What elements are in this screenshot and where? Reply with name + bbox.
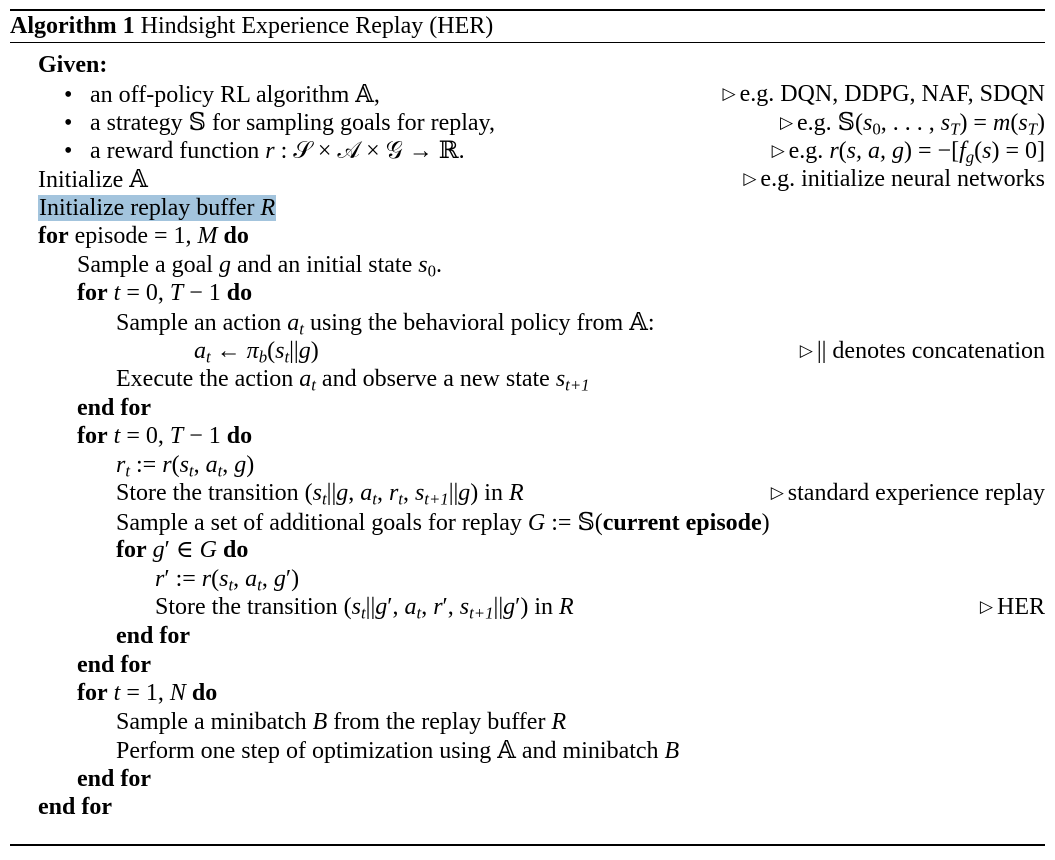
algorithm-line <box>10 194 1045 223</box>
algorithm-line <box>10 251 1045 280</box>
algorithm-line <box>10 308 1045 337</box>
algorithm-line <box>10 222 1045 251</box>
algorithm-caption <box>10 12 493 40</box>
line-text: • a reward function r : 𝒮 × 𝒜 × 𝒢 → ℝ. <box>64 137 465 164</box>
bottom-rule <box>10 844 1045 846</box>
comment-triangle-icon: ▷ <box>770 483 784 503</box>
comment-triangle-icon: ▷ <box>779 113 794 133</box>
line-text: • an off-policy RL algorithm 𝔸, <box>64 79 380 108</box>
algorithm-line <box>10 708 1045 737</box>
algorithm-line <box>10 51 1045 80</box>
caption-rule <box>10 42 1045 43</box>
line-text: for episode = 1, M do <box>38 223 249 250</box>
line-comment: ▷ e.g. DQN, DDPG, NAF, SDQN <box>722 80 1045 107</box>
line-text: • a strategy 𝕊 for sampling goals for replay, <box>64 108 495 137</box>
line-text: Sample a set of additional goals for replay G := 𝕊(current episode) <box>116 507 770 536</box>
line-text: end for <box>77 651 151 678</box>
algorithm-block <box>10 9 1045 846</box>
line-comment: ▷ e.g. r(s, a, $g) = -[f_g(s) = 0]$ <box>771 137 1045 167</box>
line-text: for g′ ∈ G do <box>116 537 249 564</box>
line-comment: ▷ e.g. $𝕊(s_0$, . . . , $s_T) = m(s_T)$ <box>779 108 1045 139</box>
line-comment: ▷ || denotes concatenation <box>799 337 1045 364</box>
line-comment: ▷ standard experience replay <box>770 480 1045 507</box>
comment-triangle-icon: ▷ <box>799 340 813 360</box>
algorithm-line <box>10 793 1045 822</box>
algorithm-label: Algorithm 1 <box>10 13 135 39</box>
algorithm-line <box>10 394 1045 423</box>
algorithm-line <box>10 622 1045 651</box>
comment-triangle-icon: ▷ <box>743 169 757 189</box>
line-comment: ▷ HER <box>979 594 1045 621</box>
algorithm-line <box>10 451 1045 480</box>
algorithm-line <box>10 479 1045 508</box>
line-text: Execute the action $a_t$ and observe a new state $s_{t+1}$ <box>116 366 590 395</box>
algorithm-line <box>10 137 1045 166</box>
line-text: $r_t$ := $r(s_t$, $a_t$, g) <box>116 451 255 481</box>
algorithm-line <box>10 108 1045 137</box>
top-rule <box>10 9 1045 11</box>
comment-triangle-icon: ▷ <box>979 597 993 617</box>
algorithm-line <box>10 80 1045 109</box>
algorithm-line <box>10 279 1045 308</box>
line-text: $a_t$ ← $\pi_b(s_t||g)$ <box>194 337 319 367</box>
algorithm-line <box>10 536 1045 565</box>
comment-triangle-icon: ▷ <box>771 140 785 160</box>
line-text: for t = 1, N do <box>77 680 218 707</box>
algorithm-title: Hindsight Experience Replay (HER) <box>140 13 494 39</box>
algorithm-line <box>10 165 1045 194</box>
line-text: Perform one step of optimization using 𝔸 and minibatch B <box>116 736 680 765</box>
line-text: Store the transition ($s_t||g$, $a_t$, $r_t$, $s_{t+1}||g$) in R <box>116 480 524 509</box>
algorithm-line <box>10 679 1045 708</box>
line-text: end for <box>77 765 151 792</box>
line-text: Sample a minibatch B from the replay buffer R <box>116 708 567 735</box>
comment-triangle-icon: ▷ <box>722 83 736 103</box>
algorithm-line <box>10 651 1045 680</box>
algorithm-line <box>10 593 1045 622</box>
line-text: Initialize replay buffer R <box>39 194 276 221</box>
line-text: end for <box>116 623 190 649</box>
algorithm-line <box>10 337 1045 366</box>
algorithm-line <box>10 422 1045 451</box>
line-text: end for <box>38 794 112 821</box>
line-text: Store the transition ($s_t||g'$, $a_t$, r′, $s_{t+1}||g'$) in R <box>155 594 574 624</box>
line-text: for t = 0, T − 1 do <box>77 423 253 450</box>
line-text: Initialize 𝔸 <box>38 165 148 194</box>
algorithm-line <box>10 565 1045 594</box>
line-text: Sample an action $a_t$ using the behavioral policy from 𝔸: <box>116 307 655 339</box>
algorithm-line <box>10 736 1045 765</box>
line-comment: ▷ e.g. initialize neural networks <box>743 166 1045 193</box>
algorithm-line <box>10 365 1045 394</box>
line-text: r′ := $r(s_t$, $a_t$, g′) <box>155 565 300 595</box>
line-text: Given: <box>38 52 108 78</box>
line-text: Sample a goal g and an initial state $s_0$. <box>77 251 442 281</box>
algorithm-line <box>10 508 1045 537</box>
line-text: end for <box>77 394 151 421</box>
line-text: for t = 0, T − 1 do <box>77 280 253 307</box>
algorithm-line <box>10 765 1045 794</box>
